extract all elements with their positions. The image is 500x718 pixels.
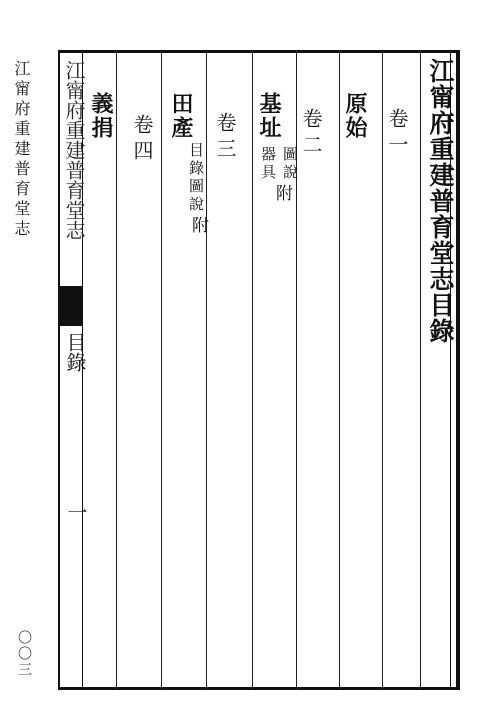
side-label: 江甯府重建普育堂志 [12,60,31,240]
column-rule [420,50,421,690]
entry-yijuan: 義捐 [88,92,114,140]
entry-fu-2: 附 [188,216,208,233]
bottom-border [58,687,460,690]
entry-fu-1: 附 [272,184,292,201]
entry-tushuo: 圖說 [281,146,299,182]
contents-page [58,50,460,690]
entry-jizhi: 基址 [256,92,282,140]
entry-tianchan: 田產 [168,92,194,140]
juan-3: 卷三 [213,112,237,164]
column-rule [116,50,117,690]
entry-qiju: 器具 [259,146,277,182]
spine-title: 江甯府重建普育堂志 [62,60,86,240]
entry-yuanshi: 原始 [342,92,368,140]
contents-heading: 江甯府重建普育堂志目錄 [426,58,455,344]
entry-mulu-tushuo: 目錄圖說 [187,142,205,214]
column-rule [161,50,162,690]
column-rule [252,50,253,690]
spine-section: 目錄 [63,332,87,372]
column-rule [339,50,340,690]
spine-leaf: 一 [64,502,88,522]
page-number: 〇〇三 [16,630,32,678]
top-border [58,50,460,53]
juan-4: 卷四 [130,114,154,166]
fishtail-block [58,286,82,326]
juan-2: 卷二 [299,108,323,160]
juan-1: 卷一 [385,108,409,160]
